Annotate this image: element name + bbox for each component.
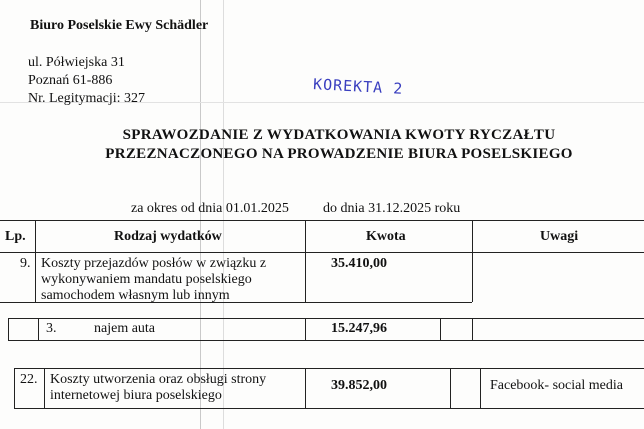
office-name: Biuro Poselskie Ewy Schädler	[30, 18, 209, 33]
table-border	[8, 340, 644, 341]
column-header-lp: Lp.	[5, 229, 26, 244]
report-title-line-2: PRZEZNACZONEGO NA PROWADZENIE BIURA POSELSKIEGO	[105, 146, 573, 162]
table-border	[8, 318, 9, 340]
row-description-line: samochodem własnym lub innym	[41, 288, 230, 303]
table-border	[14, 368, 644, 369]
table-border	[472, 220, 473, 302]
row-lp: 22.	[20, 372, 38, 387]
column-header-amount: Kwota	[366, 229, 406, 244]
table-border	[38, 318, 39, 340]
row-description-line: wykonywaniem mandatu poselskiego	[41, 272, 252, 287]
table-border	[35, 220, 36, 302]
table-border	[14, 408, 644, 409]
address-street: ul. Półwiejska 31	[28, 55, 125, 70]
row-notes: Facebook- social media	[490, 378, 623, 393]
row-lp: 9.	[20, 256, 31, 271]
row-description-line: Koszty utworzenia oraz obsługi strony	[50, 372, 267, 387]
table-border	[305, 368, 306, 408]
row-amount: 35.410,00	[331, 256, 387, 271]
table-border	[305, 220, 306, 302]
table-border	[440, 318, 441, 340]
table-border	[0, 220, 644, 221]
table-border	[305, 318, 306, 340]
table-border	[480, 368, 481, 408]
row-description-line: internetowej biura poselskiego	[50, 388, 222, 403]
handwritten-correction-note: KOREKTA 2	[312, 75, 404, 98]
row-description-line: najem auta	[94, 321, 156, 336]
table-border	[8, 318, 644, 319]
table-border	[472, 318, 473, 340]
row-description-line: Koszty przejazdów posłów w związku z	[41, 256, 267, 271]
column-header-notes: Uwagi	[540, 229, 579, 244]
table-border	[14, 368, 15, 408]
table-border	[450, 368, 451, 408]
address-city: Poznań 61-886	[28, 73, 113, 88]
legitimation-number: Nr. Legitymacji: 327	[28, 91, 146, 106]
row-amount: 15.247,96	[331, 321, 387, 336]
row-amount: 39.852,00	[331, 378, 387, 393]
column-header-type: Rodzaj wydatków	[114, 229, 222, 244]
table-border	[44, 368, 45, 408]
period-to: do dnia 31.12.2025 roku	[323, 201, 461, 216]
period-from: za okres od dnia 01.01.2025	[131, 201, 289, 216]
row-lp: 3.	[46, 321, 57, 336]
report-title-line-1: SPRAWOZDANIE Z WYDATKOWANIA KWOTY RYCZAŁTU	[122, 127, 556, 143]
table-border	[0, 252, 644, 253]
